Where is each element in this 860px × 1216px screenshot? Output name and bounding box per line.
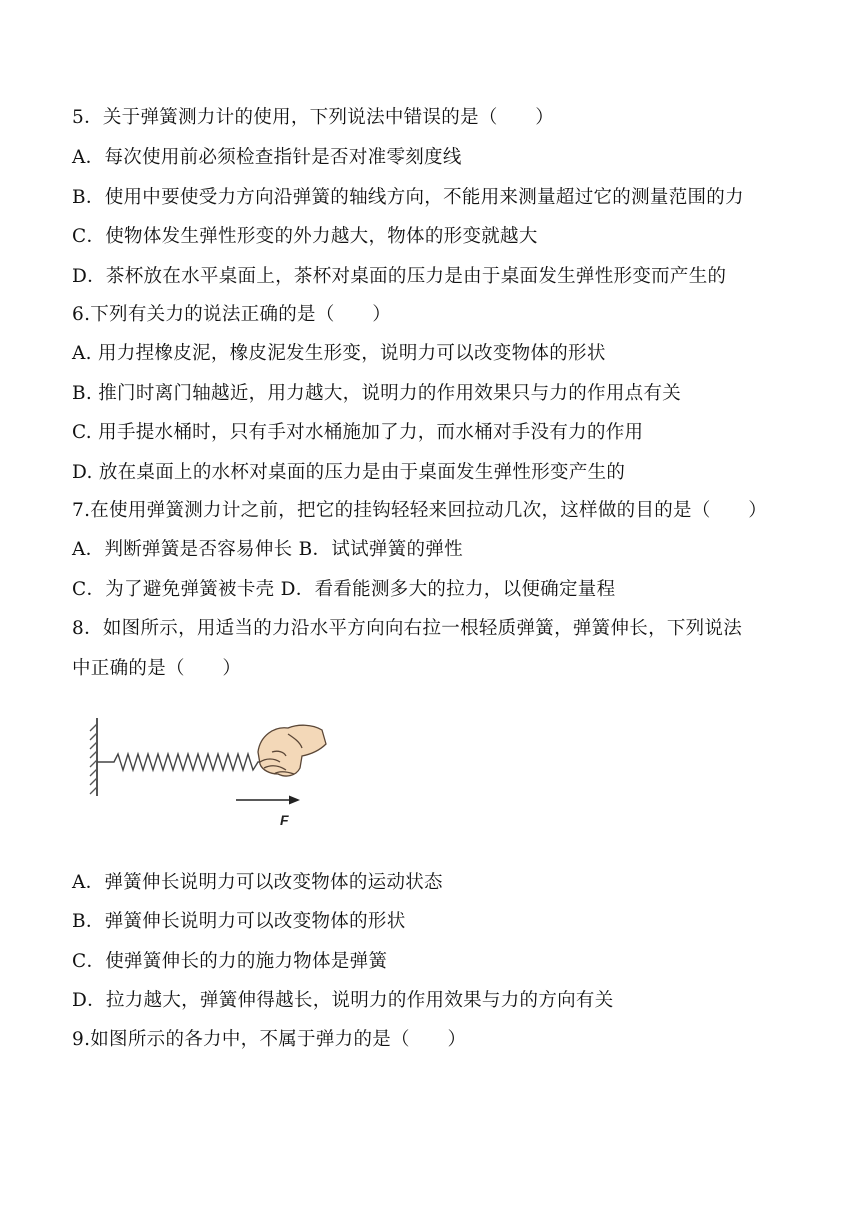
question-5-option-d: D．茶杯放在水平桌面上，茶杯对桌面的压力是由于桌面发生弹性形变而产生的 [72, 266, 727, 287]
question-8-option-a: A．弹簧伸长说明力可以改变物体的运动状态 [72, 872, 443, 893]
question-6-option-c: C. 用手提水桶时，只有手对水桶施加了力，而水桶对手没有力的作用 [72, 422, 644, 443]
question-8-option-d: D．拉力越大，弹簧伸得越长，说明力的作用效果与力的方向有关 [72, 990, 614, 1011]
question-8-option-c: C．使弹簧伸长的力的施力物体是弹簧 [72, 951, 388, 972]
question-5-option-c: C．使物体发生弹性形变的外力越大，物体的形变就越大 [72, 226, 538, 247]
question-8-option-b: B．弹簧伸长说明力可以改变物体的形状 [72, 911, 406, 932]
spring-illustration [88, 712, 338, 812]
hand-icon [258, 725, 326, 776]
question-7-options-ab: A．判断弹簧是否容易伸长 B．试试弹簧的弹性 [72, 539, 463, 560]
question-9-stem: 9.如图所示的各力中，不属于弹力的是（ ） [72, 1029, 467, 1050]
spring-figure [88, 712, 338, 832]
force-arrow-head [289, 796, 300, 805]
question-6-option-d: D. 放在桌面上的水杯对桌面的压力是由于桌面发生弹性形变产生的 [72, 462, 626, 483]
wall-hatching [90, 724, 97, 794]
question-8-stem-line-1: 8．如图所示，用适当的力沿水平方向向右拉一根轻质弹簧，弹簧伸长，下列说法 [72, 618, 743, 639]
question-5-stem: 5．关于弹簧测力计的使用，下列说法中错误的是（ ） [72, 107, 555, 128]
question-8-stem-line-2: 中正确的是（ ） [72, 658, 242, 679]
question-6-option-b: B. 推门时离门轴越近，用力越大，说明力的作用效果只与力的作用点有关 [72, 383, 682, 404]
force-label: F [280, 812, 289, 828]
question-6-stem: 6.下列有关力的说法正确的是（ ） [72, 304, 392, 325]
question-7-stem: 7.在使用弹簧测力计之前，把它的挂钩轻轻来回拉动几次，这样做的目的是（ ） [72, 500, 768, 521]
spring [97, 754, 264, 770]
question-5-option-b: B．使用中要使受力方向沿弹簧的轴线方向，不能用来测量超过它的测量范围的力 [72, 187, 744, 208]
question-5-option-a: A．每次使用前必须检查指针是否对准零刻度线 [72, 147, 462, 168]
question-6-option-a: A. 用力捏橡皮泥，橡皮泥发生形变，说明力可以改变物体的形状 [72, 343, 606, 364]
question-7-options-cd: C．为了避免弹簧被卡壳 D．看看能测多大的拉力，以便确定量程 [72, 579, 616, 600]
